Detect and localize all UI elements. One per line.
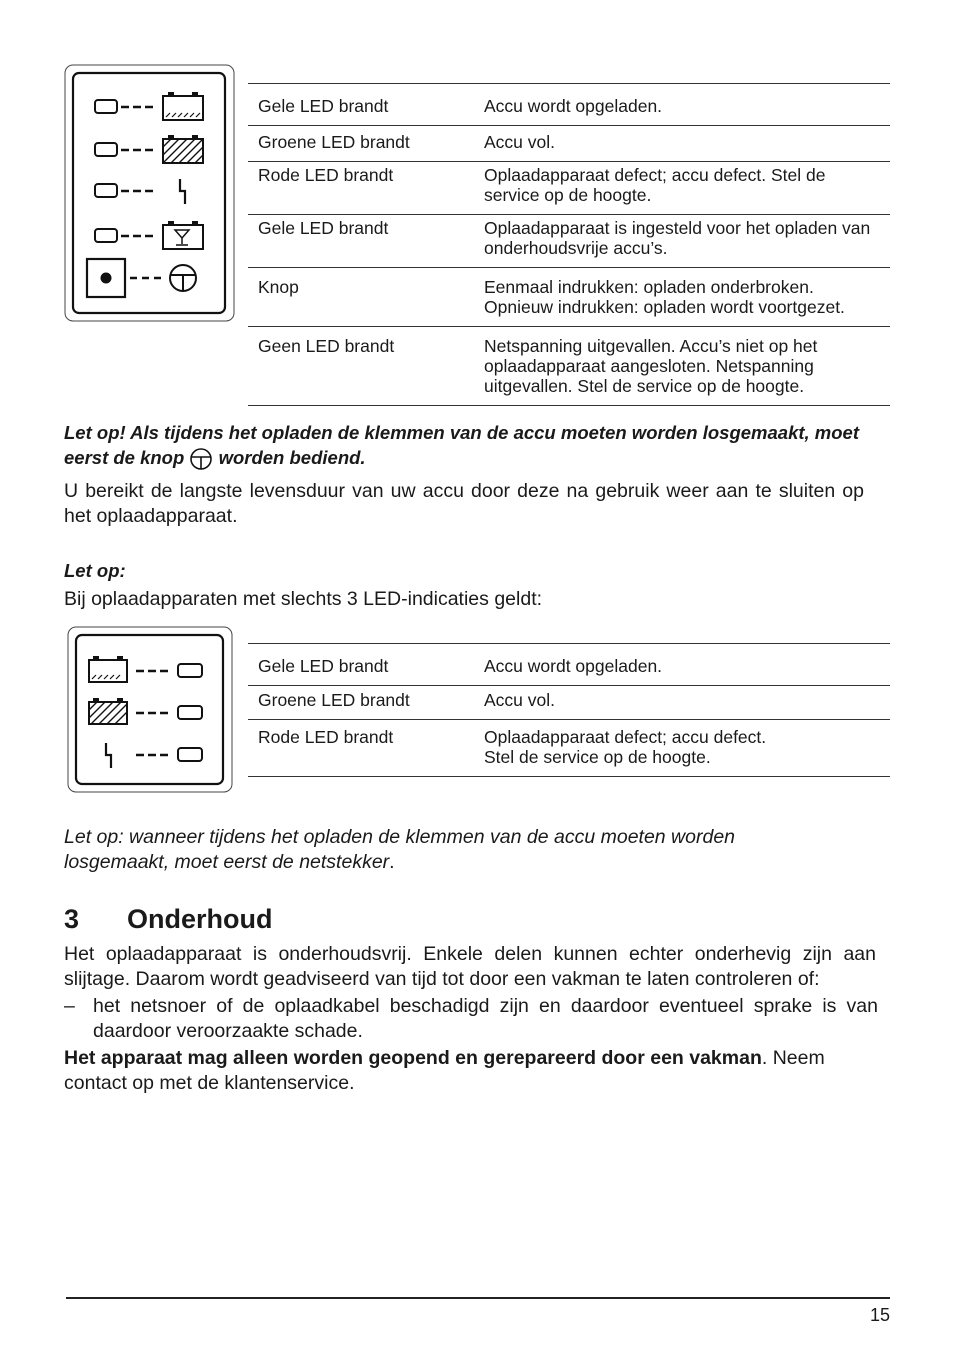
footer-rule (66, 1297, 890, 1299)
warning-note-text: Let op! Als tijdens het opladen de klemmen van de accu moeten worden losgemaakt, moet eerst de knop (64, 422, 859, 468)
table-cell-desc (474, 268, 890, 327)
table-cell-desc (474, 720, 890, 777)
list-dash: – (64, 995, 75, 1017)
table-row (248, 126, 890, 162)
repair-warning: Het apparaat mag alleen worden geopend en gerepareerd door een vakman (64, 1047, 762, 1069)
led-table-5 (248, 83, 890, 406)
list-item-text: het netsnoer of de oplaadkabel beschadigd zijn en daardoor eventueel sprake is van daardoor veroorzaakte schade. (93, 995, 878, 1042)
page-number: 15 (869, 1305, 890, 1325)
table-cell-label: Groene LED brandt (248, 686, 474, 720)
note-disconnect-tail: . (389, 850, 395, 873)
table-row (248, 720, 890, 777)
note-title: Let op: (64, 560, 126, 581)
warning-note-text: worden bediend. (218, 447, 366, 468)
table-cell-label: Groene LED brandt (248, 126, 474, 162)
desc-line: Opnieuw indrukken: opladen wordt voortgezet. (484, 297, 845, 317)
table-row (248, 84, 890, 126)
table-cell-label: Knop (248, 268, 474, 327)
paragraph-lifespan: U bereikt de langste levensduur van uw accu door deze na gebruik weer aan te sluiten op het oplaadapparaat. (64, 480, 864, 527)
section-heading (64, 904, 273, 935)
table-cell-label: Rode LED brandt (248, 162, 474, 215)
led-panel-diagram-3 (67, 626, 233, 793)
desc-line: Stel de service op de hoogte. (484, 747, 711, 767)
desc-line: Eenmaal indrukken: opladen onderbroken. (484, 277, 814, 297)
table-cell-desc: Accu vol. (474, 126, 890, 162)
list-item (64, 994, 878, 1043)
table-cell-desc: Accu wordt opgeladen. (474, 644, 890, 686)
paragraph-maintenance: Het oplaadapparaat is onderhoudsvrij. Enkele delen kunnen echter onderhevig zijn aan slijtage. Daarom wordt geadviseerd van tijd tot door een vakman te laten controleren of: (64, 943, 876, 990)
table-row (248, 327, 890, 406)
table-cell-label: Gele LED brandt (248, 644, 474, 686)
table-row (248, 268, 890, 327)
led-panel-diagram-5 (64, 64, 235, 322)
table-cell-label: Geen LED brandt (248, 327, 474, 406)
section-number: 3 (64, 904, 80, 934)
paragraph-repair (64, 1046, 876, 1095)
table-cell-desc: Accu vol. (474, 686, 890, 720)
table-cell-desc: Netspanning uitgevallen. Accu’s niet op het oplaadapparaat aangesloten. Netspanning uitgevallen. Stel de service op de hoogte. (474, 327, 890, 406)
table-cell-desc: Oplaadapparaat is ingesteld voor het opladen van onderhoudsvrije accu’s. (474, 215, 890, 268)
note-text: Bij oplaadapparaten met slechts 3 LED-indicaties geldt: (64, 588, 543, 610)
section-title: Onderhoud (127, 904, 273, 934)
table-cell-desc: Oplaadapparaat defect; accu defect. Stel de service op de hoogte. (474, 162, 890, 215)
warning-note (64, 420, 890, 470)
table-cell-label: Gele LED brandt (248, 84, 474, 126)
desc-line: Oplaadapparaat defect; accu defect. (484, 727, 767, 747)
table-row (248, 686, 890, 720)
table-cell-desc: Accu wordt opgeladen. (474, 84, 890, 126)
table-cell-label: Gele LED brandt (248, 215, 474, 268)
table-row (248, 644, 890, 686)
led-table-3 (248, 643, 890, 777)
table-cell-label: Rode LED brandt (248, 720, 474, 777)
note-disconnect (64, 825, 799, 874)
table-row (248, 215, 890, 268)
note-disconnect-text: Let op: wanneer tijdens het opladen de klemmen van de accu moeten worden losgemaakt, moet eerst de netstekker (64, 826, 736, 873)
table-row (248, 162, 890, 215)
repair-contact: . Neem contact op met de klantenservice. (64, 1047, 825, 1094)
button-symbol-icon (189, 448, 213, 470)
